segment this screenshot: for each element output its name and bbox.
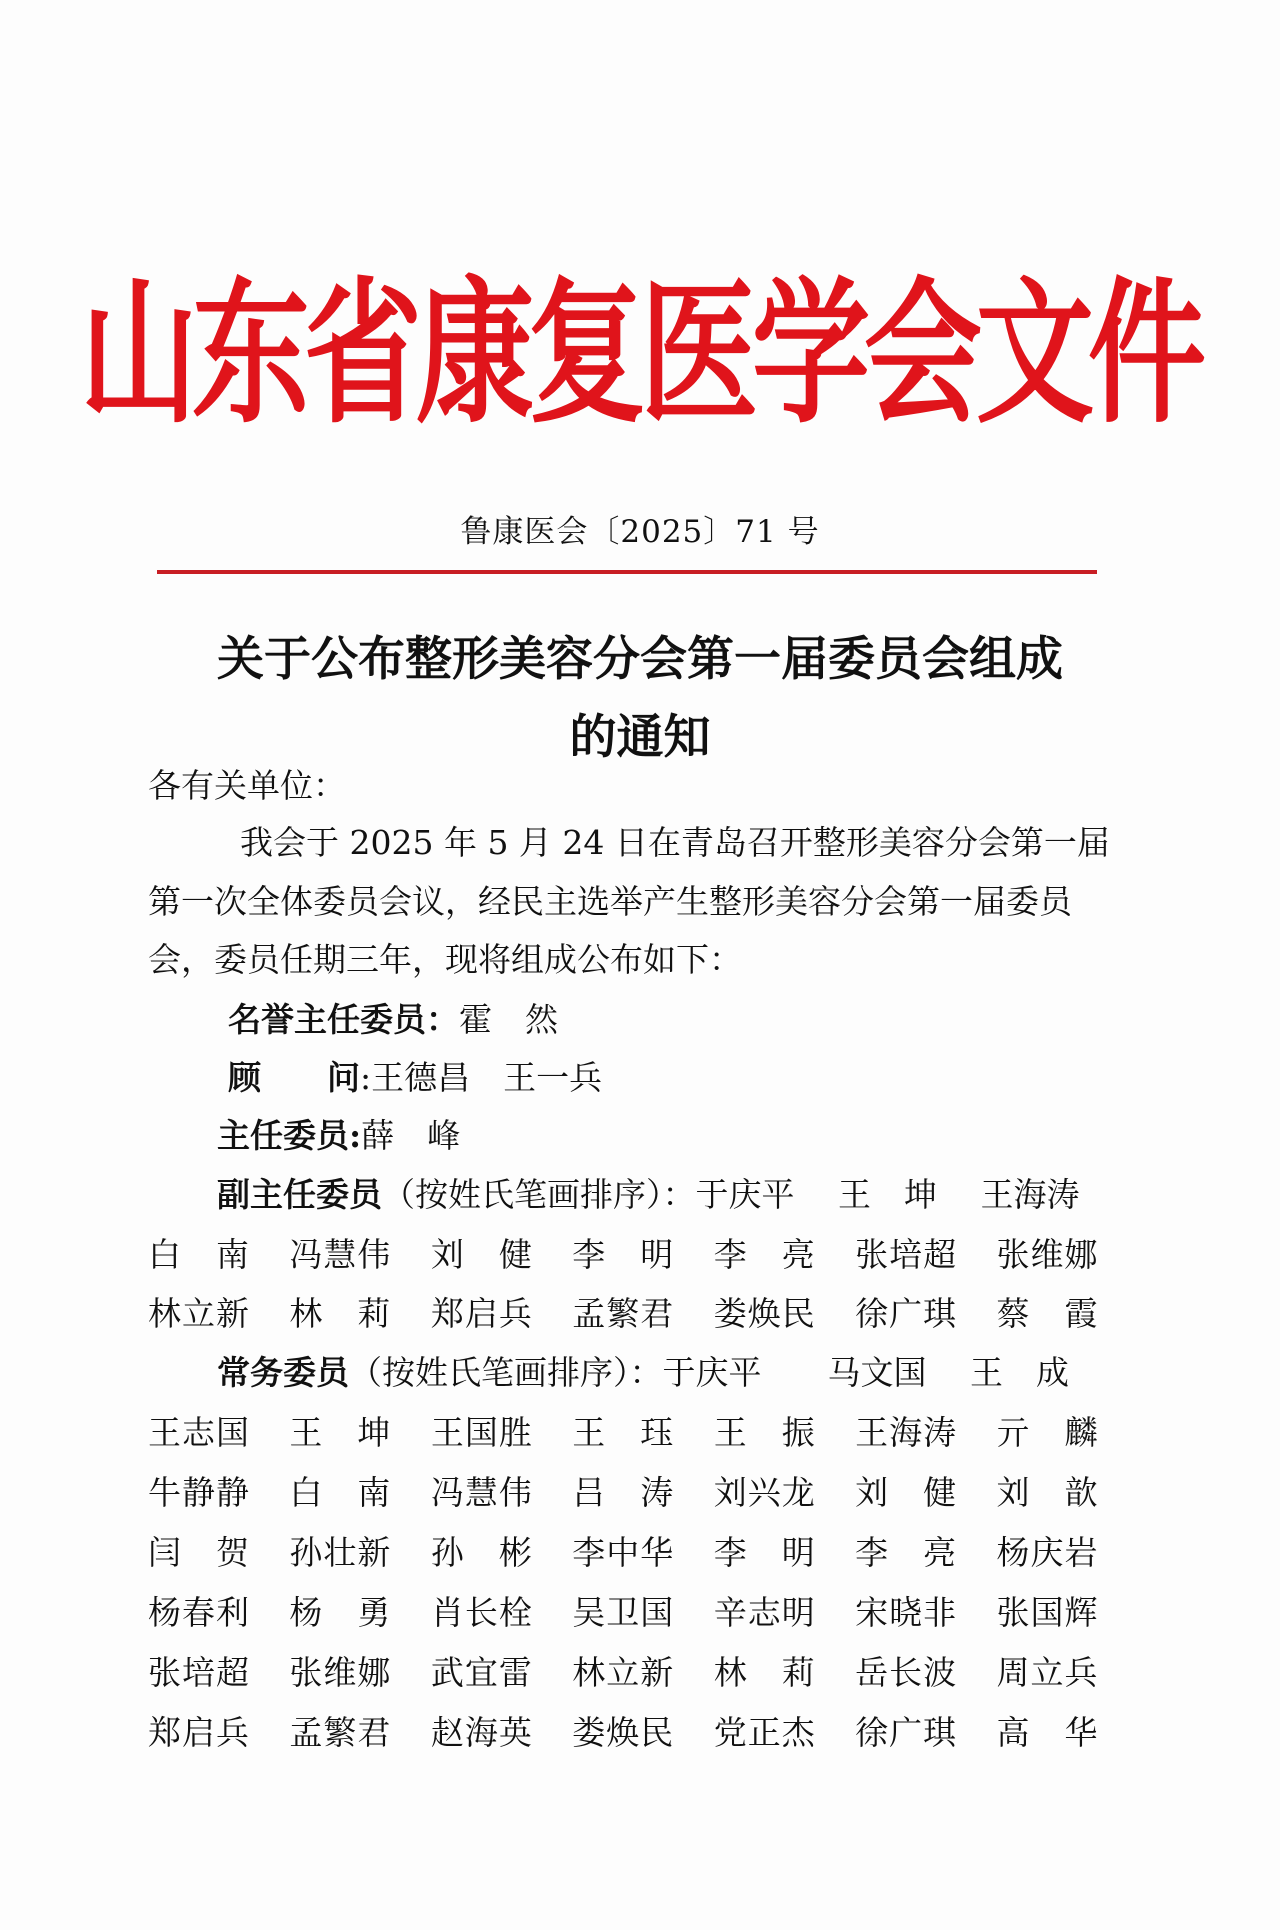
member-name: 王 坤 (289, 1413, 392, 1452)
salutation: 各有关单位： (148, 766, 346, 805)
member-name: 李 亮 (713, 1235, 816, 1274)
member-name: 牛静静 (148, 1473, 250, 1512)
member-name: 亓 麟 (996, 1413, 1099, 1452)
member-name: 郑启兵 (148, 1713, 250, 1752)
standing-sort-note: （按姓氏笔画排序）： (349, 1353, 663, 1392)
member-name: 赵海英 (430, 1713, 533, 1752)
member-name: 王国胜 (430, 1413, 533, 1452)
member-name: 娄焕民 (713, 1294, 816, 1333)
member-name: 周立兵 (996, 1653, 1099, 1692)
standing-row (148, 1413, 1138, 1453)
member-name: 孟繁君 (289, 1713, 392, 1752)
member-name: 张培超 (855, 1235, 958, 1274)
member-name: 孟繁君 (572, 1294, 675, 1333)
member-name: 吕 涛 (572, 1473, 675, 1512)
standing-row (148, 1533, 1138, 1573)
member-name: 杨春利 (148, 1593, 250, 1632)
member-name: 宋晓非 (855, 1593, 958, 1632)
vice-chairs-sort-note: （按姓氏笔画排序）： (382, 1175, 696, 1214)
notice-title-line-1: 关于公布整形美容分会第一届委员会组成 (217, 632, 1063, 687)
advisor-names: 王德昌 王一兵 (371, 1058, 603, 1097)
member-name: 冯慧伟 (430, 1473, 533, 1512)
member-name: 刘 健 (855, 1473, 958, 1512)
vice-chairs-row (148, 1294, 1138, 1334)
member-name: 郑启兵 (430, 1294, 533, 1333)
chair-label: 主任委员: (217, 1116, 362, 1155)
member-name: 林 莉 (289, 1294, 392, 1333)
member-name: 蔡 霞 (996, 1294, 1099, 1333)
member-name: 辛志明 (713, 1593, 816, 1632)
member-name: 党正杰 (713, 1713, 816, 1752)
member-name: 刘 歆 (996, 1473, 1099, 1512)
member-name: 王海涛 (855, 1413, 958, 1452)
member-name: 刘兴龙 (713, 1473, 816, 1512)
advisor-label: 顾 问 (228, 1058, 360, 1097)
member-name: 肖长栓 (430, 1593, 533, 1632)
member-name: 王志国 (148, 1413, 250, 1452)
vice-chairs-first-names: 于庆平 王 坤 王海涛 (695, 1175, 1080, 1214)
honorary-chair-name: 霍 然 (459, 1000, 558, 1039)
member-name: 杨庆岩 (996, 1533, 1099, 1572)
standing-first-names: 于庆平 马文国 王 成 (662, 1353, 1069, 1392)
document-number: 鲁康医会〔2025〕71 号 (460, 514, 820, 550)
member-name: 吴卫国 (572, 1593, 675, 1632)
member-name: 娄焕民 (572, 1713, 675, 1752)
member-name: 孙 彬 (430, 1533, 533, 1572)
vice-chairs-heading-line (217, 1175, 1079, 1215)
vice-chairs-label: 副主任委员 (217, 1175, 382, 1214)
member-name: 李中华 (572, 1533, 675, 1572)
member-name: 王 珏 (572, 1413, 675, 1452)
honorary-chair-line (228, 1000, 558, 1040)
member-name: 林立新 (148, 1294, 250, 1333)
member-name: 林立新 (572, 1653, 675, 1692)
body-paragraph-line-2: 第一次全体委员会议，经民主选举产生整形美容分会第一届委员 (148, 882, 1072, 921)
member-name: 冯慧伟 (289, 1235, 392, 1274)
advisor-line (228, 1058, 602, 1098)
standing-label: 常务委员 (217, 1353, 349, 1392)
chair-line (217, 1116, 460, 1156)
member-name: 李 明 (713, 1533, 816, 1572)
member-name: 高 华 (996, 1713, 1099, 1752)
member-name: 李 明 (572, 1235, 675, 1274)
member-name: 林 莉 (713, 1653, 816, 1692)
chair-name: 薛 峰 (361, 1116, 461, 1155)
member-name: 张培超 (148, 1653, 250, 1692)
member-name: 孙壮新 (289, 1533, 392, 1572)
body-paragraph-line-1: 我会于 2025 年 5 月 24 日在青岛召开整形美容分会第一届 (240, 823, 1110, 862)
red-divider (157, 570, 1097, 574)
advisor-separator: : (360, 1058, 372, 1097)
standing-row (148, 1653, 1138, 1693)
standing-row (148, 1593, 1138, 1633)
notice-title-line-2: 的通知 (569, 710, 711, 765)
member-name: 张维娜 (996, 1235, 1099, 1274)
member-name: 白 南 (289, 1473, 392, 1512)
member-name: 岳长波 (855, 1653, 958, 1692)
member-name: 白 南 (148, 1235, 250, 1274)
member-name: 闫 贺 (148, 1533, 250, 1572)
member-name: 张国辉 (996, 1593, 1099, 1632)
member-name: 徐广琪 (855, 1713, 958, 1752)
standing-heading-line (217, 1353, 1069, 1393)
member-name: 武宜雷 (430, 1653, 533, 1692)
member-name: 王 振 (713, 1413, 816, 1452)
member-name: 杨 勇 (289, 1593, 392, 1632)
org-header-title: 山东省康复医学会文件 (79, 261, 1200, 445)
member-name: 徐广琪 (855, 1294, 958, 1333)
vice-chairs-row (148, 1235, 1138, 1275)
member-name: 刘 健 (430, 1235, 533, 1274)
standing-row (148, 1713, 1138, 1753)
honorary-chair-label: 名誉主任委员： (228, 1000, 459, 1039)
member-name: 李 亮 (855, 1533, 958, 1572)
body-paragraph-line-3: 会，委员任期三年，现将组成公布如下： (148, 940, 742, 979)
member-name: 张维娜 (289, 1653, 392, 1692)
standing-row (148, 1473, 1138, 1513)
